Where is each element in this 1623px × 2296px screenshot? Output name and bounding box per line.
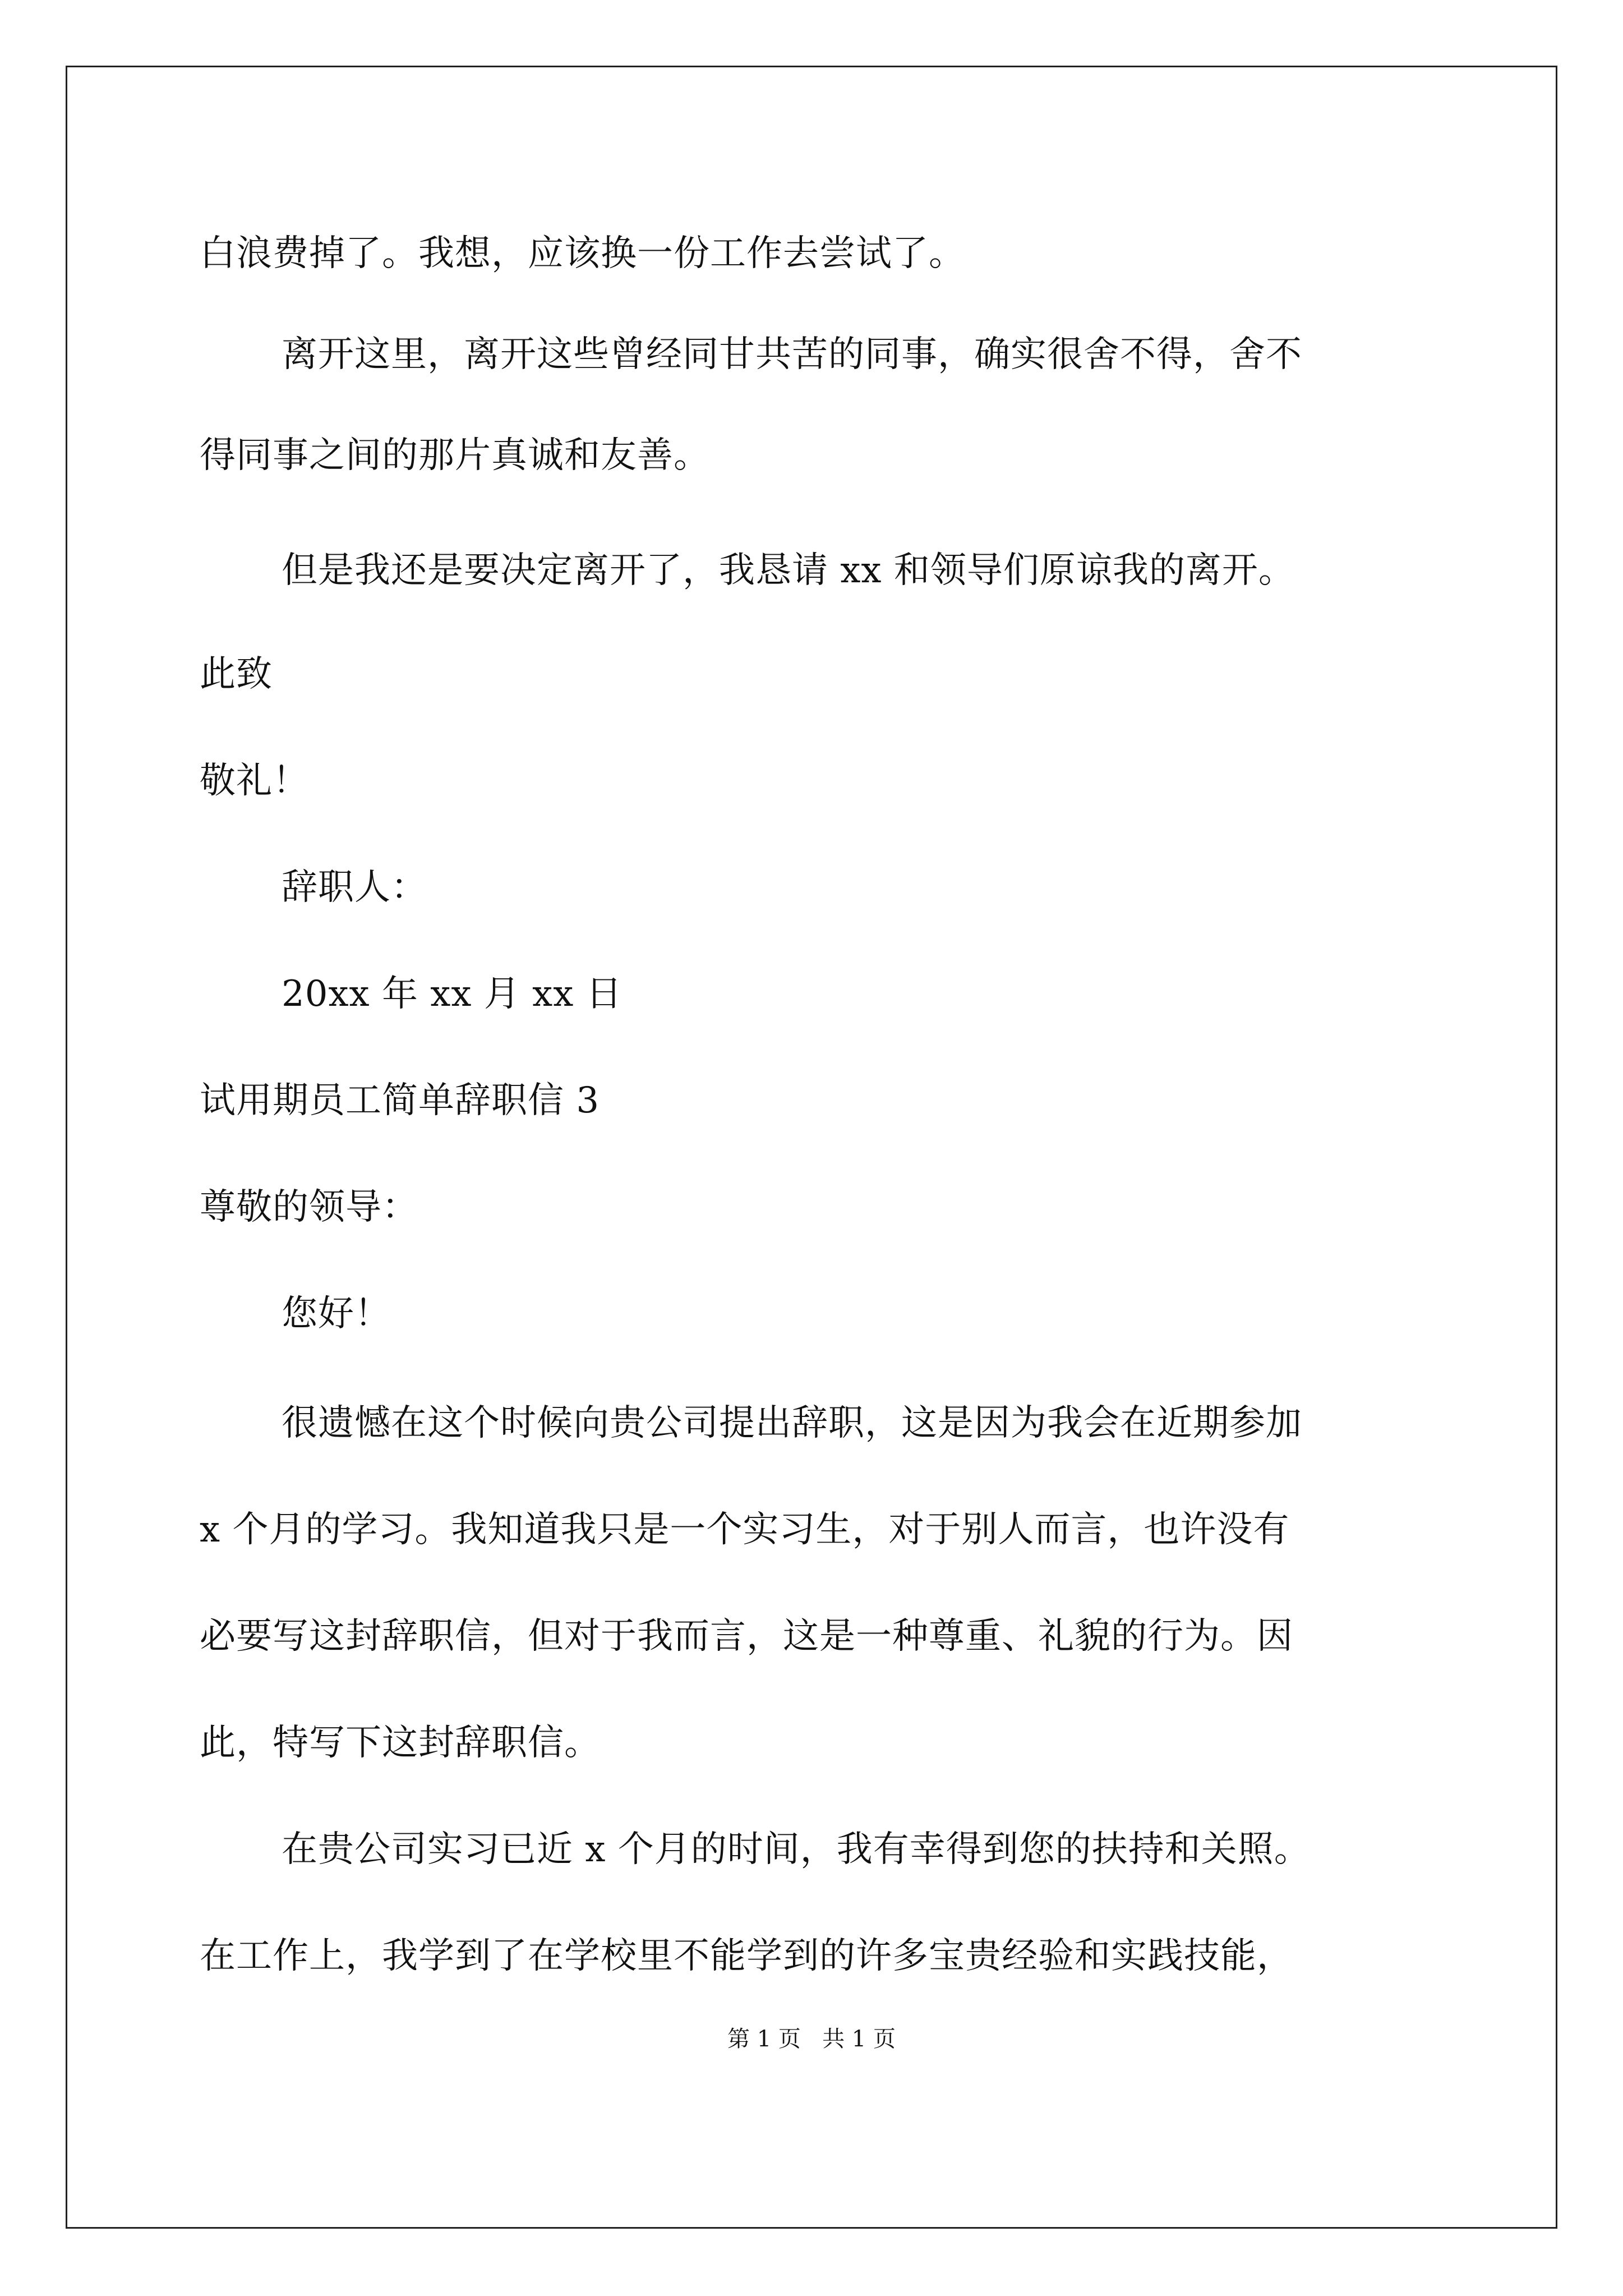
- page-footer: 第 1 页 共 1 页: [727, 2026, 896, 2052]
- body-line: 在工作上，我学到了在学校里不能学到的许多宝贵经验和实践技能，: [200, 1935, 1293, 1977]
- closing-regards: 敬礼！: [200, 760, 309, 802]
- body-line: 离开这里，离开这些曾经同甘共苦的同事，确实很舍不得，舍不: [282, 334, 1302, 375]
- body-line: 白浪费掉了。我想，应该换一份工作去尝试了。: [200, 233, 965, 274]
- body-line: 得同事之间的那片真诚和友善。: [200, 435, 710, 476]
- date-line: 20xx 年 xx 月 xx 日: [282, 973, 623, 1015]
- body-line: 在贵公司实习已近 x 个月的时间，我有幸得到您的扶持和关照。: [282, 1829, 1311, 1870]
- letter-title: 试用期员工简单辞职信 3: [200, 1080, 600, 1121]
- body-line: 必要写这封辞职信，但对于我而言，这是一种尊重、礼貌的行为。因: [200, 1616, 1293, 1657]
- closing-salutation: 此致: [200, 654, 273, 695]
- body-line: 但是我还是要决定离开了，我恳请 xx 和领导们原谅我的离开。: [282, 550, 1295, 591]
- signature-label: 辞职人：: [282, 867, 427, 908]
- body-line: 很遗憾在这个时候向贵公司提出辞职，这是因为我会在近期参加: [282, 1402, 1302, 1444]
- greeting: 您好！: [282, 1293, 391, 1335]
- body-line: 此，特写下这封辞职信。: [200, 1722, 601, 1764]
- page-border: [66, 66, 1557, 2229]
- body-line: x 个月的学习。我知道我只是一个实习生，对于别人而言，也许没有: [200, 1509, 1290, 1550]
- salutation: 尊敬的领导：: [200, 1186, 418, 1228]
